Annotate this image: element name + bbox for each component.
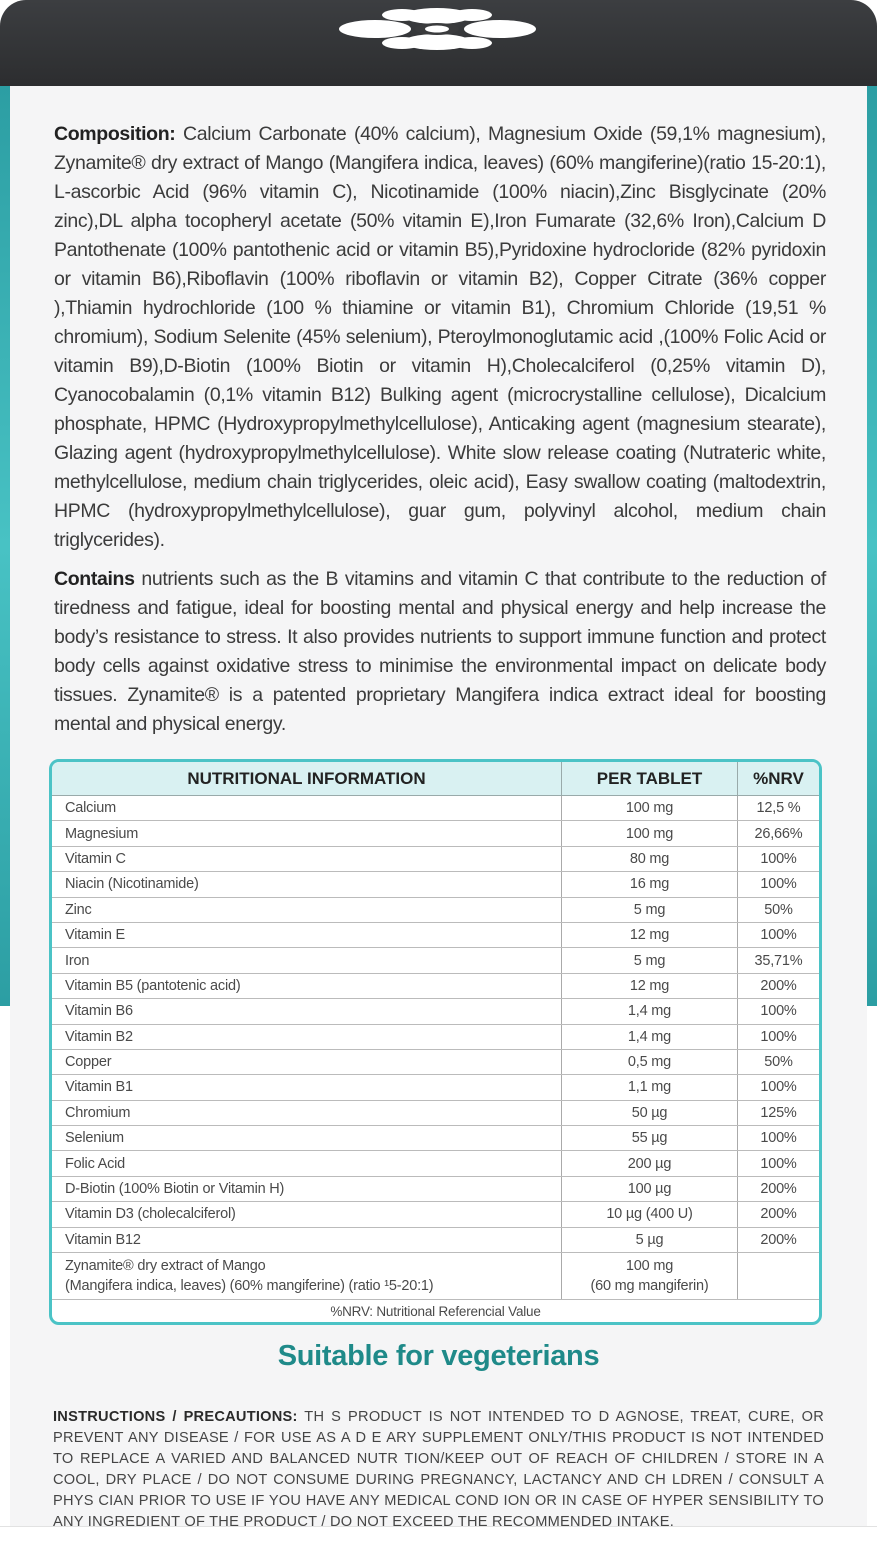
table-row [52, 1024, 819, 1049]
nutrient-nrv: 12,5 % [738, 796, 820, 821]
nutrient-name: Vitamin E [52, 922, 562, 947]
header-nutritional-information: NUTRITIONAL INFORMATION [52, 762, 562, 796]
nrv-footnote: %NRV: Nutritional Referencial Value [330, 1303, 541, 1319]
nutrient-name: Copper [52, 1049, 562, 1074]
nutrient-nrv [738, 1253, 820, 1300]
nutrient-amount: 100 mg [562, 821, 738, 846]
nutrient-amount: 100 µg [562, 1176, 738, 1201]
zynamite-amount-line2: (60 mg mangiferin) [590, 1278, 709, 1295]
nutrient-name [52, 1253, 562, 1300]
nutrient-amount: 1,4 mg [562, 999, 738, 1024]
nutrient-amount: 100 mg [562, 796, 738, 821]
table-row [52, 1049, 819, 1074]
zynamite-name-line1: Zynamite® dry extract of Mango [65, 1258, 266, 1275]
composition-text: Calcium Carbonate (40% calcium), Magnesium Oxide (59,1% magnesium), Zynamite® dry extract of Mango (Mangifera indica, leaves) (60% mangiferine)(ratio 15-20:1), L-ascorbic Acid (96% vitamin C), Nicotinamide (100% niacin),Zinc Bisglycinate (20% zinc),DL alpha tocopheryl acetate (50% vitamin E),Iron Fumarate (32,6% Iron),Calcium D Pantothenate (100% pantothenic acid or vitamin B5),Pyridoxine hydrocloride (82% pyridoxin or vitamin B6),Riboflavin (100% riboflavin or vitamin B2), Copper Citrate (36% copper ),Thiamin hydrochloride (100 % thiamine or vitamin B1), Chromium Chloride (19,51 % chromium), Sodium Selenite (45% selenium), Pteroylmonoglutamic acid ,(100% Folic Acid or vitamin B9),D-Biotin (100% Biotin or vitamin H),Cholecalciferol (0,25% vitamin D), Cyanocobalamin (0,1% vitamin B12) Bulking agent (microcrystalline cellulose), Dicalcium phosphate, HPMC (Hydroxypropylmethylcellulose), Anticaking agent (magnesium stearate), Glazing agent (hydroxypropylmethylcellulose). White slow release coating (Nutrateric white, methylcellulose, medium chain triglycerides, oleic acid), Easy swallow coating (maltodextrin, HPMC (hydroxypropylmethylcellulose), guar gum, polyvinyl alcohol, medium chain triglycerides). [54, 123, 826, 551]
nutrient-nrv: 200% [738, 1227, 820, 1252]
zynamite-name-line2: (Mangifera indica, leaves) (60% mangiferine) (ratio ¹5-20:1) [65, 1278, 434, 1295]
nutrient-amount: 80 mg [562, 846, 738, 871]
nutrient-nrv: 100% [738, 872, 820, 897]
table-row [52, 897, 819, 922]
nutrient-name: Vitamin C [52, 846, 562, 871]
nutrient-name: Vitamin B5 (pantotenic acid) [52, 973, 562, 998]
nutrient-nrv: 100% [738, 1024, 820, 1049]
nutrient-name: Calcium [52, 796, 562, 821]
nutrient-name: Folic Acid [52, 1151, 562, 1176]
nutrition-table [49, 759, 822, 1325]
nutrient-nrv: 100% [738, 1075, 820, 1100]
nutrient-name: Vitamin B2 [52, 1024, 562, 1049]
nutrient-name: Magnesium [52, 821, 562, 846]
instructions-text: TH S PRODUCT IS NOT INTENDED TO D AGNOSE, TREAT, CURE, OR PREVENT ANY DISEASE / FOR USE AS A D E ARY SUPPLEMENT ONLY/THIS PRODUCT IS NOT INTENDED TO REPLACE A VARIED AND BALANCED NUTR TION/KEEP OUT OF REACH OF CHILDREN / STORE IN A COOL, DRY PLACE / DO NOT CONSUME DURING PREGNANCY, LACTANCY AND CH LDREN / CONSULT A PHYS CIAN PRIOR TO USE IF YOU HAVE ANY MEDICAL COND ION OR IN CASE OF HYPER SENSIBILITY TO ANY INGREDIENT OF THE PRODUCT / DO NOT EXCEED THE RECOMMENDED INTAKE. [53, 1408, 824, 1530]
nutrient-amount: 200 µg [562, 1151, 738, 1176]
flower-logo-icon [330, 4, 545, 54]
nutrient-nrv: 200% [738, 1202, 820, 1227]
nutrient-name: Iron [52, 948, 562, 973]
instructions-paragraph [53, 1407, 824, 1533]
composition-paragraph [54, 120, 826, 555]
nutrient-name: Vitamin B6 [52, 999, 562, 1024]
nutrient-amount: 1,1 mg [562, 1075, 738, 1100]
nutrient-nrv: 100% [738, 999, 820, 1024]
nutrient-nrv: 100% [738, 1126, 820, 1151]
nutrient-nrv: 50% [738, 897, 820, 922]
contains-label: Contains [54, 568, 135, 590]
nutrient-amount: 0,5 mg [562, 1049, 738, 1074]
nutrient-nrv: 100% [738, 1151, 820, 1176]
table-row [52, 1126, 819, 1151]
composition-label: Composition: [54, 123, 176, 145]
table-row [52, 1100, 819, 1125]
nutrient-amount: 10 µg (400 U) [562, 1202, 738, 1227]
text-content [54, 120, 826, 749]
table-row [52, 1202, 819, 1227]
table-row [52, 1176, 819, 1201]
nutrient-name: Zinc [52, 897, 562, 922]
nutrient-nrv: 100% [738, 846, 820, 871]
contains-text: nutrients such as the B vitamins and vitamin C that contribute to the reduction of tiredness and fatigue, ideal for boosting mental and physical energy and help increase the body’s resistance to stress. It also provides nutrients to support immune function and protect body cells against oxidative stress to minimise the environmental impact on delicate body tissues. Zynamite® is a patented proprietary Mangifera indica extract ideal for boosting mental and physical energy. [54, 568, 826, 735]
nutrient-nrv: 125% [738, 1100, 820, 1125]
table-header-row [52, 762, 819, 796]
nutrient-nrv: 200% [738, 1176, 820, 1201]
table-row [52, 1075, 819, 1100]
table-row [52, 922, 819, 947]
table-row [52, 973, 819, 998]
nutrient-name: Chromium [52, 1100, 562, 1125]
table-row [52, 846, 819, 871]
nutrient-amount: 1,4 mg [562, 1024, 738, 1049]
table-row [52, 948, 819, 973]
header-nrv: %NRV [738, 762, 820, 796]
nutrient-name: Niacin (Nicotinamide) [52, 872, 562, 897]
table-row-zynamite [52, 1253, 819, 1300]
nutrient-amount: 12 mg [562, 973, 738, 998]
nutrient-amount: 12 mg [562, 922, 738, 947]
header-per-tablet: PER TABLET [562, 762, 738, 796]
box-top-flap [0, 0, 877, 92]
nutrient-amount [562, 1253, 738, 1300]
nutrient-amount: 5 mg [562, 948, 738, 973]
nutrient-amount: 55 µg [562, 1126, 738, 1151]
nutrient-amount: 5 mg [562, 897, 738, 922]
nutrient-amount: 50 µg [562, 1100, 738, 1125]
table-row [52, 796, 819, 821]
table-footnote-row [52, 1300, 819, 1323]
instructions-label: INSTRUCTIONS / PRECAUTIONS: [53, 1408, 298, 1425]
nutrient-amount: 16 mg [562, 872, 738, 897]
nutrient-nrv: 26,66% [738, 821, 820, 846]
nutrient-name: D-Biotin (100% Biotin or Vitamin H) [52, 1176, 562, 1201]
table-row [52, 872, 819, 897]
table-row [52, 1227, 819, 1252]
table-row [52, 999, 819, 1024]
suitable-for-vegetarians: Suitable for vegeterians [277, 1340, 600, 1372]
nutrient-amount: 5 µg [562, 1227, 738, 1252]
nutrient-nrv: 50% [738, 1049, 820, 1074]
zynamite-amount-line1: 100 mg [625, 1258, 674, 1275]
table-row [52, 821, 819, 846]
nutrient-name: Vitamin B1 [52, 1075, 562, 1100]
nutrient-name: Vitamin B12 [52, 1227, 562, 1252]
nutrient-nrv: 200% [738, 973, 820, 998]
nutrient-name: Selenium [52, 1126, 562, 1151]
contains-paragraph [54, 565, 826, 739]
nutrient-nrv: 35,71% [738, 948, 820, 973]
nutrient-name: Vitamin D3 (cholecalciferol) [52, 1202, 562, 1227]
table-row [52, 1151, 819, 1176]
nutrient-nrv: 100% [738, 922, 820, 947]
